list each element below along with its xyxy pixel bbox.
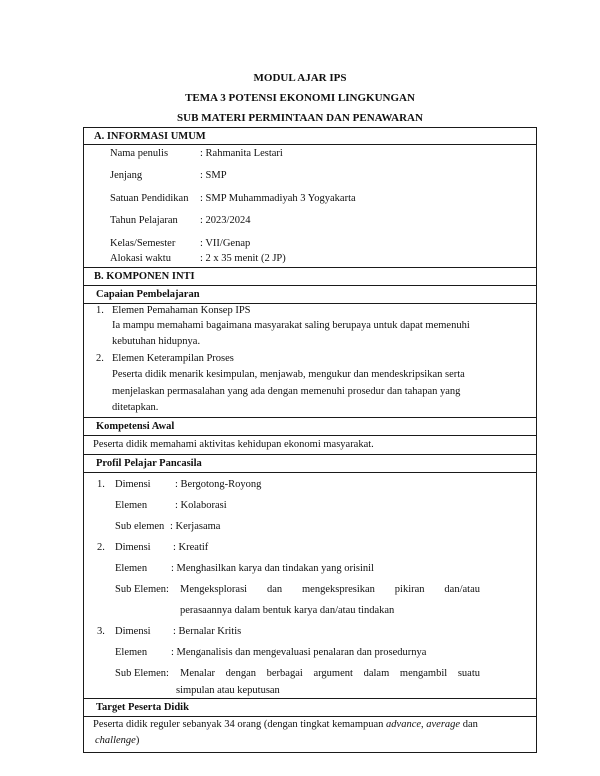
profil-dimensi-1-label: Dimensi (115, 479, 151, 490)
subsection-header-profil: Profil Pelajar Pancasila (83, 455, 537, 473)
profil-subelemen-2-value-line-1: Mengeksplorasi dan mengekspresikan pikiran dan/atau (180, 584, 480, 595)
capaian-text-2-line-3: ditetapkan. (112, 402, 159, 413)
profil-dimensi-2-value: : Kreatif (173, 542, 209, 553)
profil-subelemen-3-value-line-2: simpulan atau keputusan (176, 685, 280, 696)
profil-dimensi-3-value: : Bernalar Kritis (173, 626, 242, 637)
profil-elemen-2-label: Elemen (115, 563, 148, 574)
target-dan: dan (460, 719, 478, 730)
profil-number-1: 1. (97, 479, 105, 490)
info-row-satuan-pendidikan (110, 193, 356, 204)
kompetensi-awal-body (83, 436, 537, 455)
info-row-nama-penulis (110, 148, 283, 159)
informasi-umum-body (83, 145, 537, 268)
section-header-komponen-inti: B. KOMPONEN INTI (83, 268, 537, 286)
info-value: : 2023/2024 (200, 215, 251, 226)
info-row-kelas-semester (110, 238, 250, 249)
kompetensi-awal-text: Peserta didik memahami aktivitas kehidupan ekonomi masyarakat. (93, 439, 374, 450)
title-line-1: MODUL AJAR IPS (253, 72, 347, 84)
info-value: : SMP (200, 170, 227, 181)
profil-subelemen-1-value: : Kerjasama (170, 521, 221, 532)
target-close: ) (135, 735, 140, 746)
target-advance: advance (386, 719, 422, 730)
info-label: Kelas/Semester (110, 238, 176, 249)
target-body (83, 717, 537, 753)
profil-elemen-3-label: Elemen (115, 647, 148, 658)
capaian-number-1: 1. (96, 305, 104, 316)
section-header-informasi-umum: A. INFORMASI UMUM (83, 127, 537, 145)
capaian-text-2-line-2: menjelaskan permasalahan yang ada dengan memenuhi prosedur dan tahapan yang (112, 386, 461, 397)
profil-elemen-1-label: Elemen (115, 500, 148, 511)
module-table (83, 127, 537, 753)
info-value: : Rahmanita Lestari (200, 148, 283, 159)
info-label: Alokasi waktu (110, 253, 171, 264)
capaian-text-1-line-2: kebutuhan hidupnya. (112, 336, 201, 347)
profil-elemen-3-value: : Menganalisis dan mengevaluasi penalaran dan prosedurnya (171, 647, 427, 658)
document-title (0, 68, 600, 128)
title-line-3: SUB MATERI PERMINTAAN DAN PENAWARAN (177, 112, 423, 124)
profil-number-2: 2. (97, 542, 105, 553)
subsection-header-kompetensi-awal: Kompetensi Awal (83, 418, 537, 436)
info-row-jenjang (110, 170, 227, 181)
info-row-alokasi-waktu (110, 253, 286, 264)
profil-subelemen-1-label: Sub elemen (115, 521, 165, 532)
capaian-title-1: Elemen Pemahaman Konsep IPS (112, 305, 251, 316)
target-average: average (426, 719, 461, 730)
capaian-number-2: 2. (96, 353, 104, 364)
profil-elemen-2-value: : Menghasilkan karya dan tindakan yang orisinil (171, 563, 374, 574)
profil-dimensi-3-label: Dimensi (115, 626, 151, 637)
target-challenge: challenge (95, 735, 136, 746)
profil-dimensi-2-label: Dimensi (115, 542, 151, 553)
profil-subelemen-2-value-line-2: perasaannya dalam bentuk karya dan/atau tindakan (180, 605, 395, 616)
target-text-line-2 (95, 735, 139, 746)
title-line-2: TEMA 3 POTENSI EKONOMI LINGKUNGAN (185, 92, 415, 104)
profil-elemen-1-value: : Kolaborasi (175, 500, 227, 511)
profil-subelemen-3-value-line-1: Menalar dengan berbagai argument dalam mengambil suatu (180, 668, 480, 679)
info-label: Tahun Pelajaran (110, 215, 178, 226)
capaian-text-2-line-1: Peserta didik menarik kesimpulan, menjawab, mengukur dan mendeskripsikan serta (112, 369, 465, 380)
profil-subelemen-2-label: Sub Elemen: (115, 584, 169, 595)
info-row-tahun-pelajaran (110, 215, 250, 226)
info-label: Satuan Pendidikan (110, 193, 189, 204)
info-value: : 2 x 35 menit (2 JP) (200, 253, 286, 264)
info-value: : VII/Genap (200, 238, 251, 249)
profil-body (83, 473, 537, 699)
profil-number-3: 3. (97, 626, 105, 637)
capaian-body (83, 304, 537, 418)
info-label: Jenjang (110, 170, 143, 181)
target-text-line-1 (93, 719, 478, 730)
subsection-header-target: Target Peserta Didik (83, 699, 537, 717)
capaian-text-1-line-1: Ia mampu memahami bagaimana masyarakat saling berupaya untuk dapat memenuhi (112, 320, 470, 331)
profil-subelemen-3-label: Sub Elemen: (115, 668, 169, 679)
info-label: Nama penulis (110, 148, 169, 159)
target-comma: , (421, 719, 427, 730)
profil-dimensi-1-value: : Bergotong-Royong (175, 479, 262, 490)
target-text-start: Peserta didik reguler sebanyak 34 orang (dengan tingkat kemampuan (93, 719, 387, 730)
capaian-title-2: Elemen Keterampilan Proses (112, 353, 234, 364)
info-value: : SMP Muhammadiyah 3 Yogyakarta (200, 193, 356, 204)
subsection-header-capaian: Capaian Pembelajaran (83, 286, 537, 304)
